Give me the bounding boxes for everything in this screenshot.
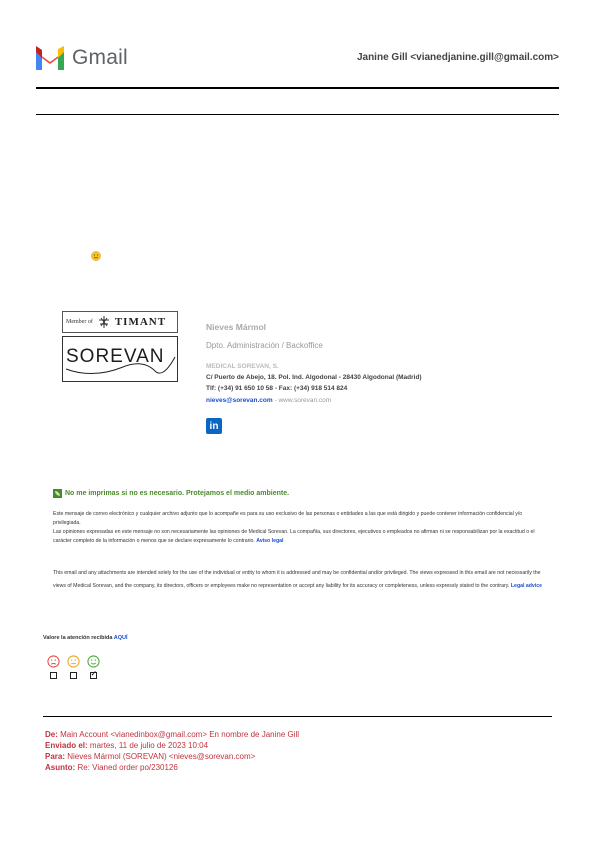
signature-address: C/ Puerto de Abejo, 18. Pol. Ind. Algodonal - 28430 Algodonal (Madrid) <box>206 374 422 381</box>
logo-member-text: Member of <box>66 319 93 325</box>
forwarded-header <box>45 729 299 773</box>
disclaimer-en-text: This email and any attachments are intended solely for the use of the individual or entity to whom it is addressed and may be confidential and/or privileged. The views expressed in this email are not necessarily the views of Medical Sorevan, and the company, its directors, officers or employees make no representation or accept any liability for its accuracy or completeness, unless expressly stated to the contrary. <box>53 570 541 589</box>
eco-note <box>53 489 289 498</box>
logo-brand: TIMANT <box>114 316 167 328</box>
signature-link-separator: - <box>272 397 279 404</box>
timant-emblem-icon <box>96 315 112 329</box>
from-value: Main Account <vianedinbox@gmail.com> En nombre de Janine Gill <box>60 730 300 739</box>
signature-logos <box>62 311 178 382</box>
timant-logo <box>62 311 178 333</box>
disclaimer-es-paragraph-1: Este mensaje de correo electrónico y cualquier archivo adjunto que lo acompañe es para su uso exclusivo de las personas o entidades a las que está dirigido y puede contener información confidencial y/o privilegiada. <box>53 511 523 526</box>
gmail-m-icon <box>34 46 66 70</box>
signature-links <box>206 397 486 404</box>
to-value: Nieves Mármol (SOREVAN) <nieves@sorevan.com> <box>67 752 256 761</box>
linkedin-icon[interactable] <box>206 418 222 434</box>
rating-checkbox-bad[interactable] <box>50 672 57 679</box>
rating-option-bad[interactable] <box>43 655 63 679</box>
rating-option-neutral[interactable] <box>63 655 83 679</box>
forwarded-subject <box>45 762 299 773</box>
disclaimer-english <box>53 567 543 593</box>
disclaimer-spanish <box>53 510 543 546</box>
signature-email-link[interactable]: nieves@sorevan.com <box>206 397 273 404</box>
forwarded-sent <box>45 740 299 751</box>
forwarded-to <box>45 751 299 762</box>
sent-label: Enviado el: <box>45 741 88 750</box>
sent-value: martes, 11 de julio de 2023 10:04 <box>89 741 209 750</box>
smiley-emoji-icon <box>91 251 101 261</box>
sorevan-wave-icon <box>63 337 177 381</box>
signature-name: Nieves Mármol <box>206 322 266 332</box>
app-name: Gmail <box>72 46 128 69</box>
to-label: Para: <box>45 752 66 761</box>
header-divider-thin <box>36 114 559 115</box>
neutral-face-icon <box>67 655 80 668</box>
signature-details <box>206 322 486 404</box>
rating-prompt <box>43 635 127 641</box>
rating-link[interactable]: AQUÍ <box>113 635 128 641</box>
eco-note-text: No me imprimas si no es necesario. Protejamos el medio ambiente. <box>65 490 290 497</box>
header-divider <box>36 87 559 89</box>
rating-checkbox-good[interactable] <box>90 672 97 679</box>
sender-address: Janine Gill <vianedjanine.gill@gmail.com> <box>356 52 559 63</box>
logo-company: SOREVAN <box>66 346 165 367</box>
linkedin-icon-label: in <box>209 420 219 432</box>
happy-face-icon <box>87 655 100 668</box>
subject-label: Asunto: <box>45 763 76 772</box>
sad-face-icon <box>47 655 60 668</box>
signature-website-link[interactable]: www.sorevan.com <box>278 397 332 404</box>
rating-checkbox-neutral[interactable] <box>70 672 77 679</box>
from-label: De: <box>45 730 58 739</box>
disclaimer-es-paragraph-2 <box>53 528 543 546</box>
signature-company: MEDICAL SOREVAN, S. <box>206 363 279 370</box>
subject-value: Re: Vianed order po/230126 <box>77 763 178 772</box>
sorevan-logo <box>62 336 178 382</box>
signature-phone: Tlf: (+34) 91 650 10 58 - Fax: (+34) 918 514 824 <box>206 385 348 392</box>
rating-faces <box>43 655 103 679</box>
rating-option-good[interactable] <box>83 655 103 679</box>
gmail-logo <box>34 45 128 71</box>
disclaimer-es-text-2: Las opiniones expresadas en este mensaje no son necesariamente las opiniones de Medical Sorevan. La compañía, sus directores, ejecutivos o empleados no afirman ni se responsabilizan por la exactitud o el carácter completo de la información o menos que se declare expresamente lo contrario. <box>53 529 535 544</box>
leaf-icon <box>53 489 62 498</box>
forwarded-from <box>45 729 299 740</box>
legal-notice-link[interactable]: Aviso legal <box>256 538 284 544</box>
signature-department: Dpto. Administración / Backoffice <box>206 341 323 350</box>
rating-text: Valore la atención recibida <box>43 635 113 641</box>
legal-advice-link[interactable]: Legal advice <box>510 583 543 589</box>
forward-divider <box>43 716 552 717</box>
